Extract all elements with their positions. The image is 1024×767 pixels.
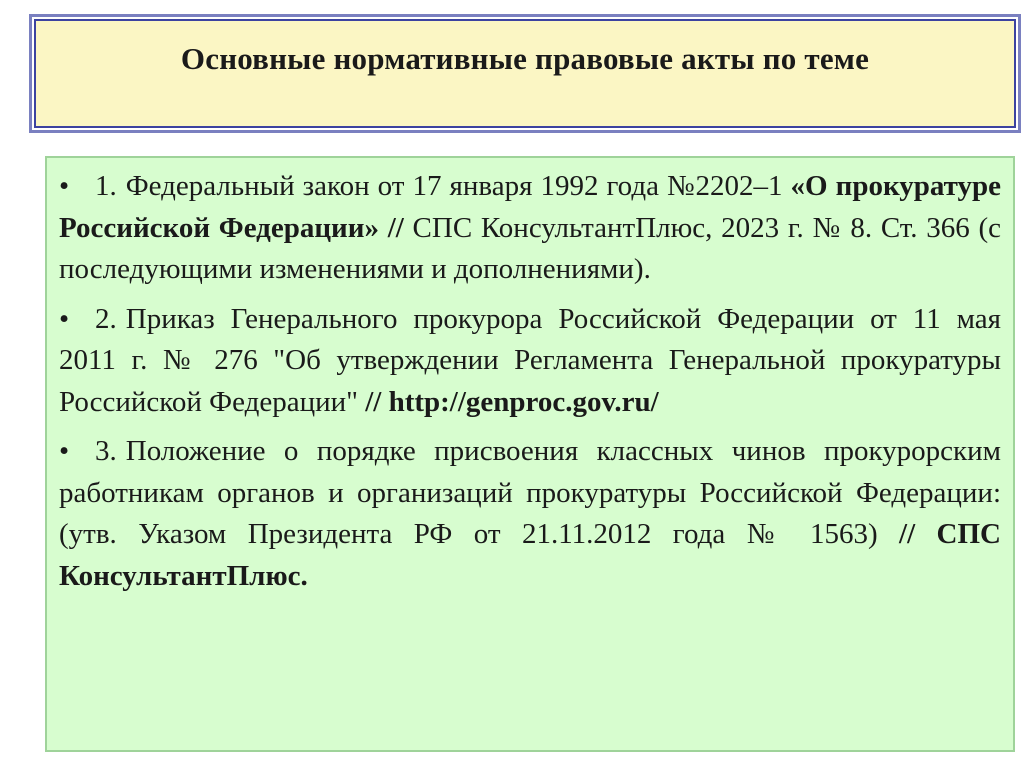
title-panel — [34, 19, 1016, 128]
bullet-icon: • — [59, 170, 70, 202]
bullet-icon: • — [59, 435, 70, 467]
item-title-bold: «О прокуратуре Российской Федерации» // — [59, 170, 1002, 244]
item-source-bold: // http://genproc.gov.ru/ — [365, 385, 659, 418]
list-item — [59, 299, 1001, 424]
bullet-icon: • — [59, 302, 70, 335]
item-text: Приказ Генерального прокурора Российской Федерации от 11 мая 2011 г. № 276 "Об утверждении Регламента Генеральной прокуратуры Российской Федерации" — [59, 302, 1001, 418]
content-box — [45, 156, 1015, 752]
title-box — [29, 14, 1021, 133]
list-item — [59, 166, 1001, 291]
item-tail: СПС КонсультантПлюс, 2023 г. № 8. Ст. 366 (с последующими изменениями и дополнениями). — [59, 211, 1002, 285]
title-frame — [32, 17, 1018, 130]
act-list — [47, 158, 1013, 597]
item-number: 1. — [95, 170, 117, 202]
list-item — [59, 431, 1001, 597]
item-number: 3. — [95, 435, 117, 467]
item-source-bold: // СПС КонсультантПлюс. — [59, 518, 1001, 592]
item-text: Положение о порядке присвоения классных чинов прокурорским работникам органов и организаций прокуратуры Российской Федерации: (утв. Указом Президента РФ от 21.11.2012 года № 1563) — [59, 435, 1001, 550]
item-number: 2. — [95, 302, 117, 335]
page-title: Основные нормативные правовые акты по теме — [180, 41, 870, 76]
item-text: Федеральный закон от 17 января 1992 года №2202–1 — [125, 170, 791, 202]
